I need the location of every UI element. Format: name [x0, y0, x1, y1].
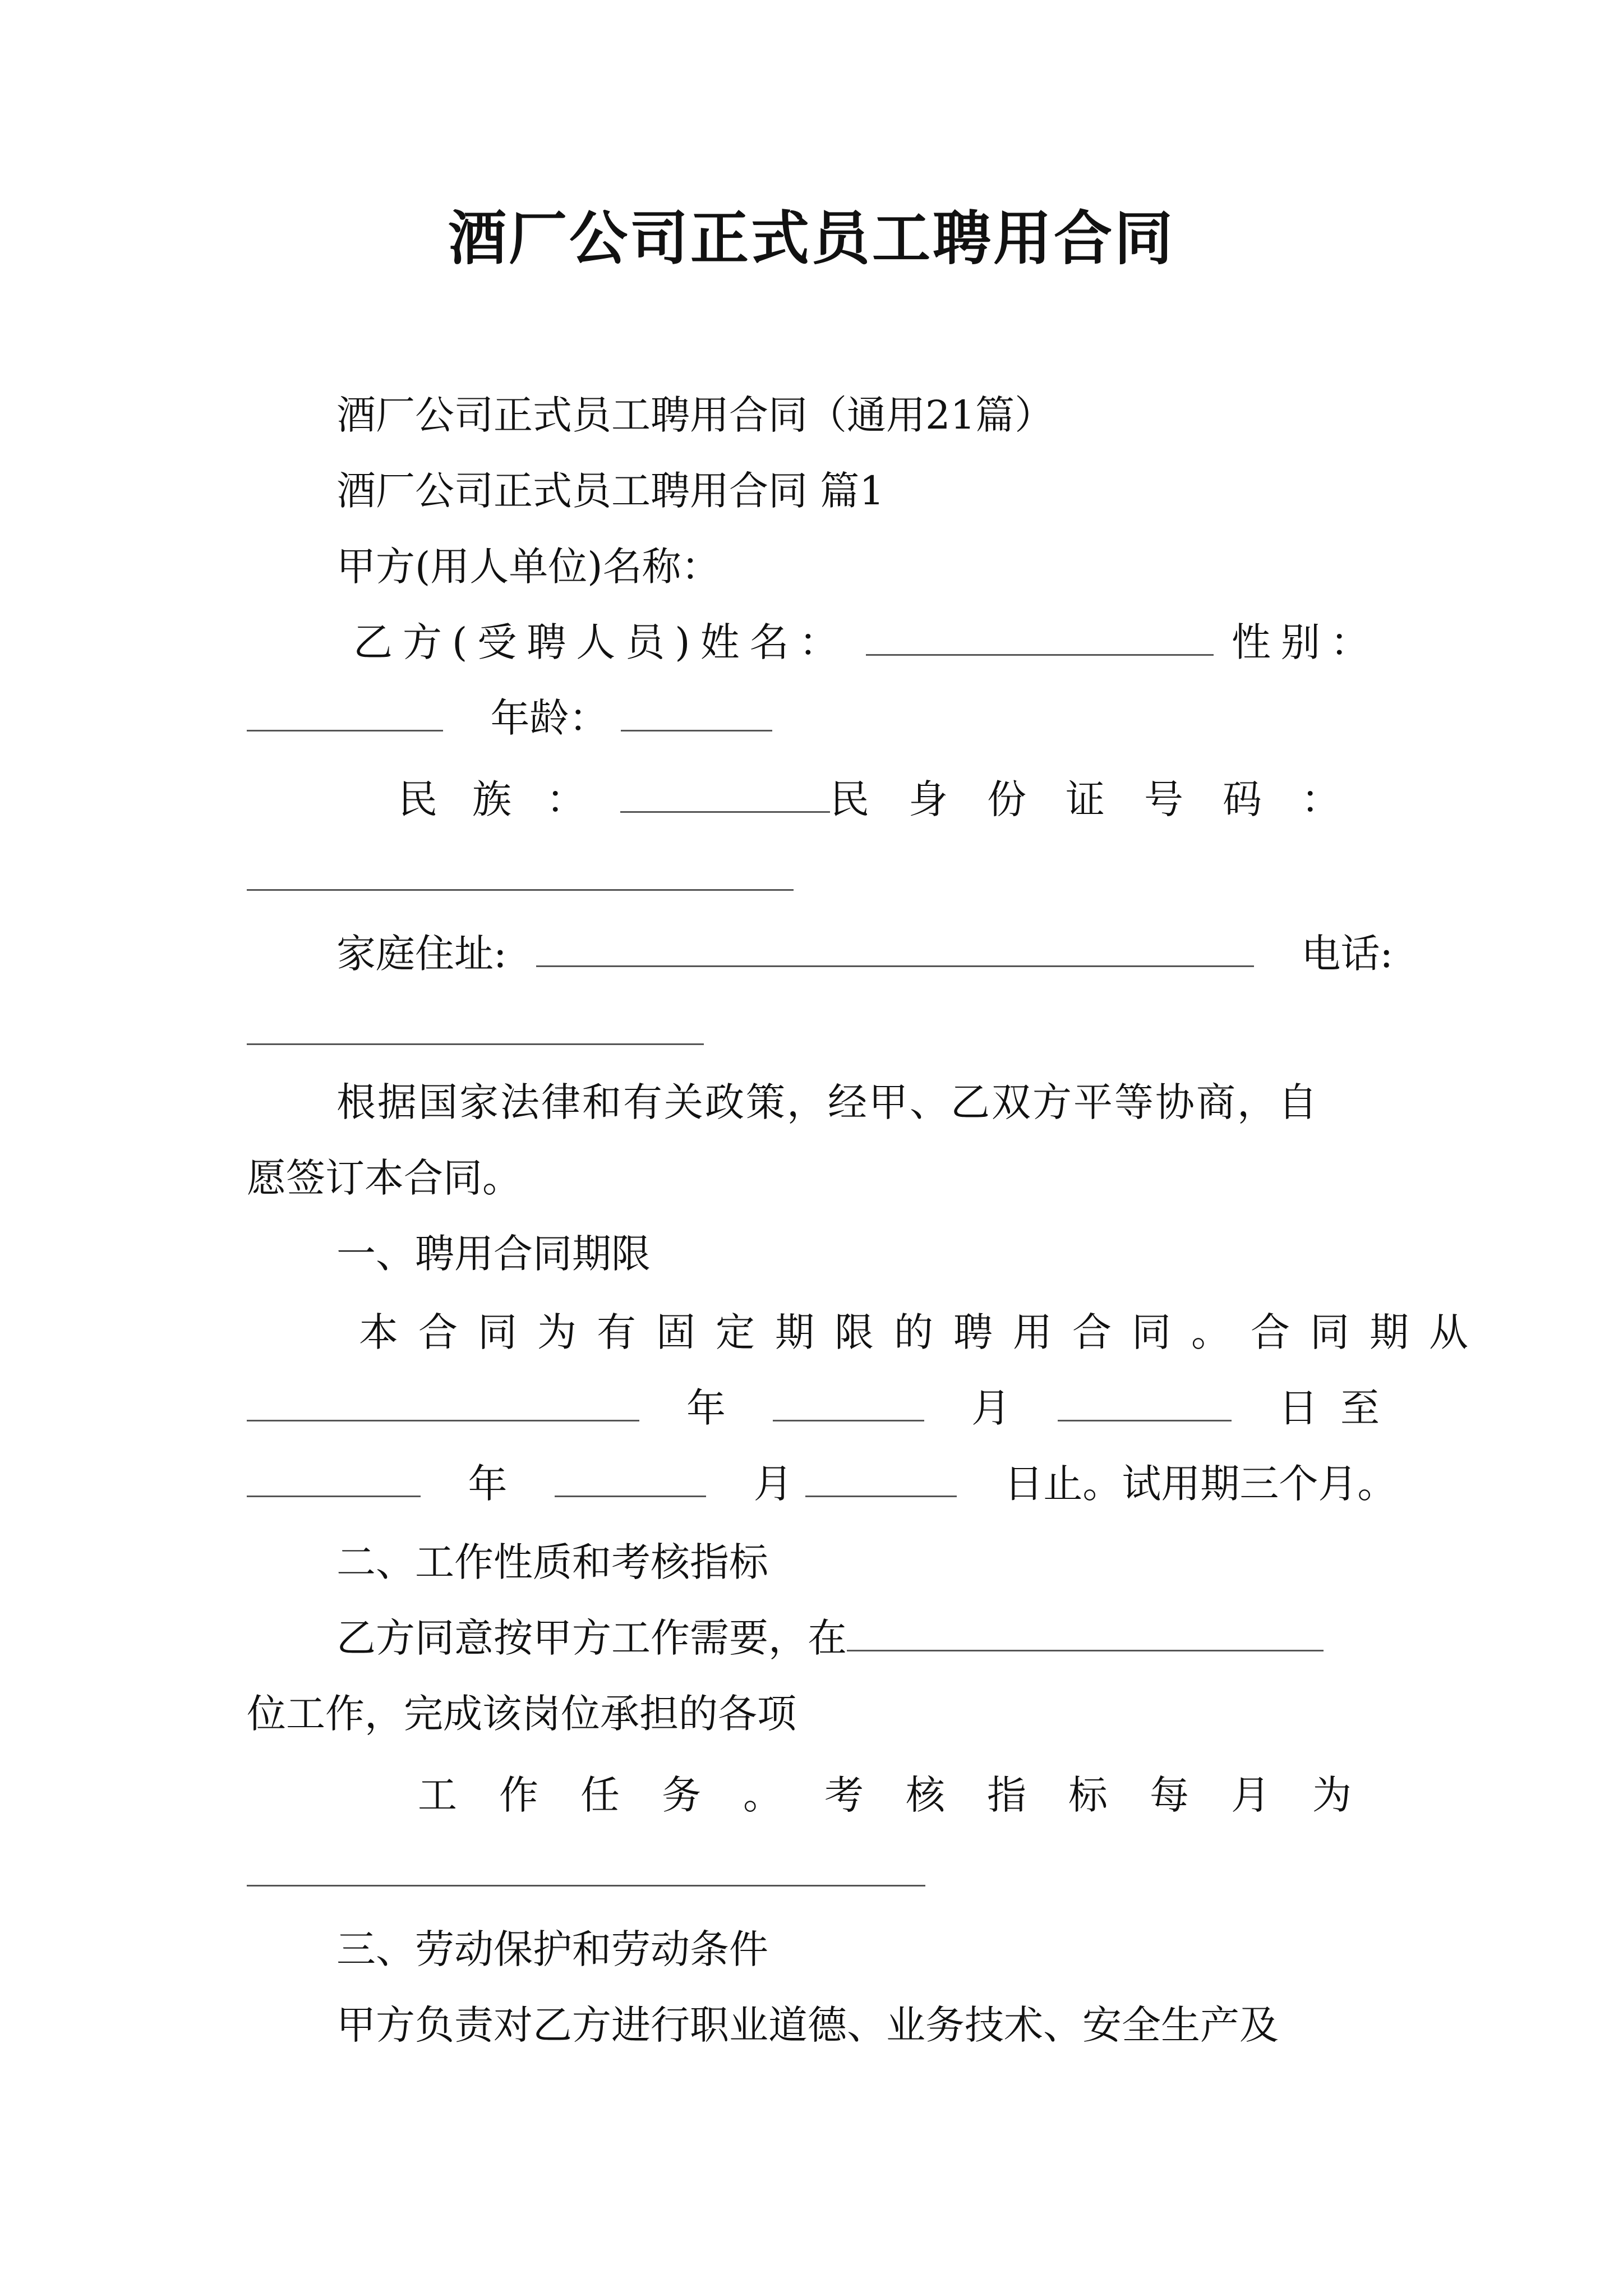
- start-month-label: 月: [971, 1385, 1011, 1431]
- clause-2-line-3: 工作任务。考核指标每月为: [418, 1772, 1394, 1818]
- party-b-phone-field[interactable]: [247, 1043, 704, 1045]
- clause-1-end-text: 日止。试用期三个月。: [1004, 1461, 1397, 1507]
- start-month-field[interactable]: [773, 1385, 924, 1421]
- party-b-name-field[interactable]: [866, 619, 1214, 656]
- clause-2-heading: 二、工作性质和考核指标: [336, 1539, 768, 1585]
- party-b-address-field[interactable]: [536, 931, 1254, 967]
- party-b-row: [353, 614, 1380, 670]
- gender-age-row: [247, 690, 772, 746]
- clause-3-heading: 三、劳动保护和劳动条件: [336, 1926, 768, 1972]
- clause-1-date-row-2: [247, 1456, 1396, 1512]
- end-year-label: 年: [468, 1461, 508, 1507]
- document-title: 酒厂公司正式员工聘用合同: [448, 204, 1175, 273]
- clause-1-line-1: 本合同为有固定期限的聘用合同。合同期从: [359, 1309, 1488, 1355]
- start-day-to-label: 日至: [1279, 1385, 1402, 1431]
- address-phone-row: [336, 926, 1393, 982]
- party-b-name-label: 乙方(受聘人员)姓名：: [353, 619, 849, 665]
- clause-3-line-1: 甲方负责对乙方进行职业道德、业务技术、安全生产及: [336, 2002, 1279, 2048]
- end-year-field[interactable]: [247, 1461, 421, 1497]
- clause-2-line-1: 乙方同意按甲方工作需要，在: [336, 1615, 847, 1661]
- party-b-age-field[interactable]: [621, 695, 772, 731]
- intro-line-1: 根据国家法律和有关政策，经甲、乙双方平等协商，自: [336, 1079, 1319, 1125]
- party-b-id-field[interactable]: [247, 889, 794, 891]
- position-field[interactable]: [847, 1615, 1324, 1651]
- intro-line-2: 愿签订本合同。: [247, 1155, 522, 1201]
- party-b-ethnicity-field[interactable]: [620, 776, 830, 813]
- party-b-id-label: 民身份证号码：: [830, 776, 1380, 822]
- party-b-ethnicity-label: 民族：: [398, 776, 620, 822]
- end-month-label: 月: [753, 1461, 793, 1507]
- party-b-gender-field[interactable]: [247, 695, 443, 731]
- clause-1-heading: 一、聘用合同期限: [336, 1231, 651, 1277]
- party-a-label: 甲方(用人单位)名称：: [336, 544, 721, 590]
- party-b-gender-label: 性别：: [1232, 619, 1380, 665]
- party-b-address-label: 家庭住址:: [336, 931, 507, 977]
- party-b-phone-label: 电话:: [1301, 931, 1393, 977]
- start-year-field[interactable]: [247, 1385, 639, 1421]
- party-b-age-label: 年龄：: [490, 695, 608, 741]
- end-day-field[interactable]: [805, 1461, 957, 1497]
- clause-2-line-2: 位工作，完成该岗位承担的各项: [247, 1691, 796, 1737]
- end-month-field[interactable]: [555, 1461, 706, 1497]
- clause-2-line-1-row: [336, 1610, 1324, 1666]
- clause-1-date-row-1: [247, 1380, 1402, 1436]
- section-heading: 酒厂公司正式员工聘用合同 篇1: [336, 468, 884, 514]
- ethnicity-id-row: [398, 771, 1380, 827]
- assessment-field[interactable]: [247, 1885, 925, 1887]
- start-day-field[interactable]: [1058, 1385, 1232, 1421]
- start-year-label: 年: [686, 1385, 726, 1431]
- document-subtitle: 酒厂公司正式员工聘用合同（通用21篇）: [336, 392, 1054, 438]
